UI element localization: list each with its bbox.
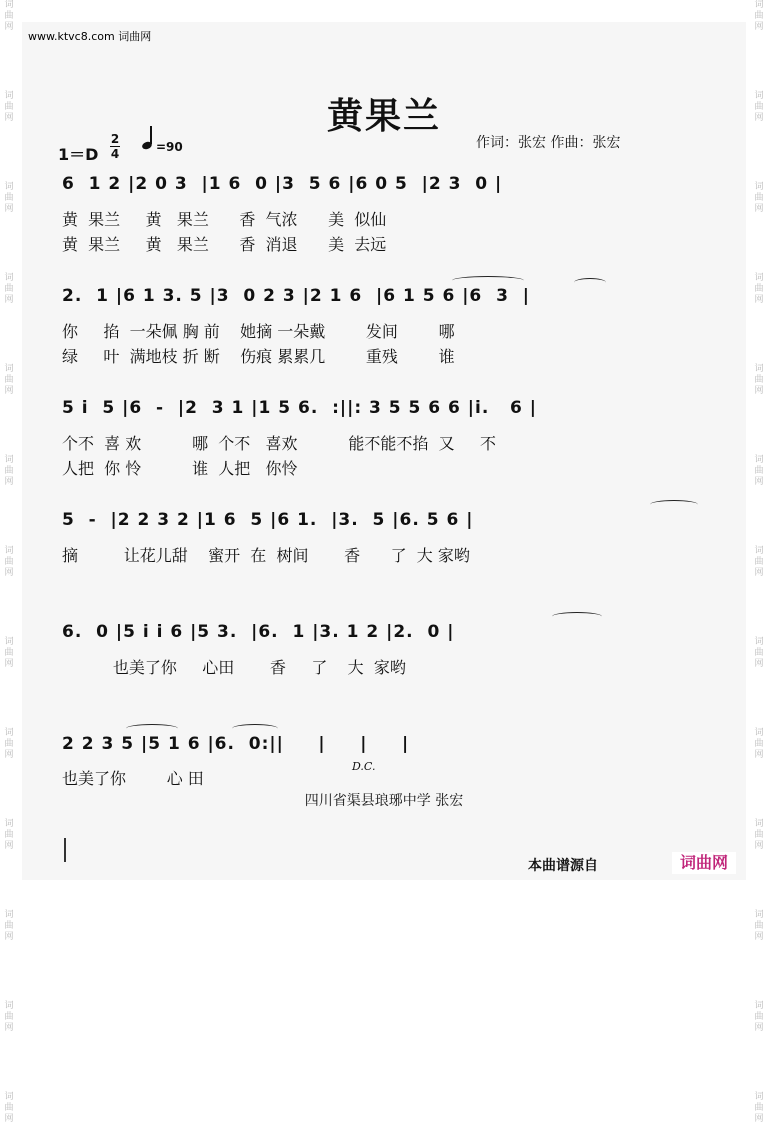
watermark-char: 曲 <box>4 739 14 749</box>
watermark-char: 网 <box>754 568 764 578</box>
watermark-char: 曲 <box>754 284 764 294</box>
watermark-char: 词 <box>754 546 764 556</box>
watermark-char: 曲 <box>4 1012 14 1022</box>
watermark-char: 词 <box>754 273 764 283</box>
watermark-char: 曲 <box>754 102 764 112</box>
watermark-char: 网 <box>754 477 764 487</box>
watermark-char: 曲 <box>754 375 764 385</box>
watermark-char: 词 <box>754 1092 764 1102</box>
time-signature <box>110 132 120 161</box>
author-school: 四川省渠县琅琊中学 张宏 <box>304 793 464 809</box>
watermark-char: 网 <box>4 1114 14 1124</box>
watermark-char: 网 <box>754 841 764 851</box>
watermark-char: 词 <box>4 819 14 829</box>
watermark-char: 词 <box>4 910 14 920</box>
watermark-char: 网 <box>754 1114 764 1124</box>
watermark-char: 网 <box>754 659 764 669</box>
slur <box>574 278 606 287</box>
watermark-char: 词 <box>4 455 14 465</box>
watermark-char: 曲 <box>4 648 14 658</box>
source-label: 本曲谱源自 <box>528 858 598 874</box>
watermark-char: 网 <box>754 22 764 32</box>
row-2-lyric-2: 绿 叶 满地枝 折 断 伤痕 累累几 重残 谁 <box>62 347 455 366</box>
time-top: 2 <box>110 132 120 146</box>
watermark-char: 网 <box>4 22 14 32</box>
slur <box>650 500 698 509</box>
row-3-notes: 5 i 5 |6 - |2 3 1 |1 5 6. :||: 3 5 5 6 6 |i. 6 | <box>62 398 537 418</box>
site-url: www.ktvc8.com 词曲网 <box>28 30 152 43</box>
watermark-char: 词 <box>754 91 764 101</box>
watermark-char: 词 <box>754 910 764 920</box>
watermark-char: 曲 <box>754 193 764 203</box>
watermark-char: 曲 <box>4 921 14 931</box>
watermark-char: 词 <box>754 637 764 647</box>
row-3-lyric-1: 个不 喜 欢 哪 个不 喜欢 能不能不掐 又 不 <box>62 434 497 453</box>
watermark-char: 词 <box>4 182 14 192</box>
watermark-char: 曲 <box>4 557 14 567</box>
watermark-char: 曲 <box>4 193 14 203</box>
watermark-char: 曲 <box>754 1103 764 1113</box>
watermark-char: 网 <box>754 386 764 396</box>
watermark-char: 曲 <box>4 375 14 385</box>
watermark-char: 网 <box>4 386 14 396</box>
watermark-char: 词 <box>4 91 14 101</box>
row-2-notes: 2. 1 |6 1 3. 5 |3 0 2 3 |2 1 6 |6 1 5 6 |6 3 | <box>62 286 530 306</box>
watermark-char: 词 <box>4 1092 14 1102</box>
row-5-lyric-1: 也美了你 心田 香 了 大 家哟 <box>62 658 406 677</box>
watermark-char: 曲 <box>754 11 764 21</box>
row-1-lyric-2: 黄 果兰 黄 果兰 香 消退 美 去远 <box>62 235 387 254</box>
watermark-char: 网 <box>754 204 764 214</box>
margin-mark <box>64 838 66 862</box>
watermark-char: 网 <box>4 750 14 760</box>
watermark-char: 词 <box>4 637 14 647</box>
time-bottom: 4 <box>110 147 120 161</box>
watermark-char: 网 <box>4 841 14 851</box>
row-1-notes: 6 1 2 |2 0 3 |1 6 0 |3 5 6 |6 0 5 |2 3 0 | <box>62 174 503 194</box>
watermark-char: 词 <box>4 273 14 283</box>
watermark-char: 网 <box>754 932 764 942</box>
watermark-char: 词 <box>754 1001 764 1011</box>
watermark-char: 网 <box>754 750 764 760</box>
watermark-char: 网 <box>4 295 14 305</box>
watermark-char: 词 <box>754 819 764 829</box>
watermark-char: 曲 <box>4 284 14 294</box>
watermark-char: 曲 <box>754 1012 764 1022</box>
watermark-char: 网 <box>754 295 764 305</box>
row-1-lyric-1: 黄 果兰 黄 果兰 香 气浓 美 似仙 <box>62 210 387 229</box>
slur <box>126 724 178 733</box>
row-5-notes: 6. 0 |5 i i 6 |5 3. |6. 1 |3. 1 2 |2. 0 | <box>62 622 455 642</box>
watermark-char: 曲 <box>754 557 764 567</box>
watermark-char: 词 <box>754 728 764 738</box>
watermark-char: 网 <box>4 659 14 669</box>
row-3-lyric-2: 人把 你 怜 谁 人把 你怜 <box>62 459 298 478</box>
row-2-lyric-1: 你 掐 一朵佩 胸 前 她摘 一朵戴 发间 哪 <box>62 322 455 341</box>
credits: 作词：张宏 作曲：张宏 <box>476 135 621 151</box>
watermark-char: 网 <box>4 932 14 942</box>
watermark-char: 词 <box>4 546 14 556</box>
watermark-char: 网 <box>4 1023 14 1033</box>
watermark-char: 曲 <box>754 830 764 840</box>
watermark-char: 曲 <box>754 466 764 476</box>
dc-marking: D.C. <box>352 760 376 773</box>
watermark-char: 网 <box>4 477 14 487</box>
row-4-lyric-1: 摘 让花儿甜 蜜开 在 树间 香 了 大 家哟 <box>62 546 470 565</box>
slur <box>232 724 278 733</box>
watermark-char: 曲 <box>4 1103 14 1113</box>
source-logo[interactable]: 词曲网 <box>672 852 736 874</box>
watermark-char: 词 <box>754 455 764 465</box>
watermark-char: 网 <box>4 113 14 123</box>
watermark-char: 词 <box>4 0 14 10</box>
watermark-char: 网 <box>754 1023 764 1033</box>
watermark-char: 曲 <box>4 466 14 476</box>
watermark-char: 词 <box>4 728 14 738</box>
watermark-char: 词 <box>4 364 14 374</box>
watermark-char: 词 <box>754 364 764 374</box>
tempo-value: =90 <box>156 140 183 154</box>
row-4-notes: 5 - |2 2 3 2 |1 6 5 |6 1. |3. 5 |6. 5 6 | <box>62 510 474 530</box>
watermark-char: 网 <box>4 204 14 214</box>
watermark-char: 曲 <box>754 648 764 658</box>
note-stem <box>150 126 152 144</box>
watermark-char: 曲 <box>754 921 764 931</box>
song-title: 黄果兰 <box>326 96 441 137</box>
watermark-char: 词 <box>4 1001 14 1011</box>
watermark-char: 词 <box>754 182 764 192</box>
slur <box>552 612 602 621</box>
watermark-char: 网 <box>754 113 764 123</box>
watermark-char: 曲 <box>4 11 14 21</box>
key-signature: 1＝D <box>58 145 99 164</box>
watermark-char: 曲 <box>754 739 764 749</box>
row-6-lyric-1: 也美了你 心 田 <box>62 769 204 788</box>
row-6-notes: 2 2 3 5 |5 1 6 |6. 0:|| | | | <box>62 734 410 754</box>
watermark-char: 网 <box>4 568 14 578</box>
slur <box>452 276 524 285</box>
watermark-char: 曲 <box>4 102 14 112</box>
watermark-char: 曲 <box>4 830 14 840</box>
watermark-char: 词 <box>754 0 764 10</box>
